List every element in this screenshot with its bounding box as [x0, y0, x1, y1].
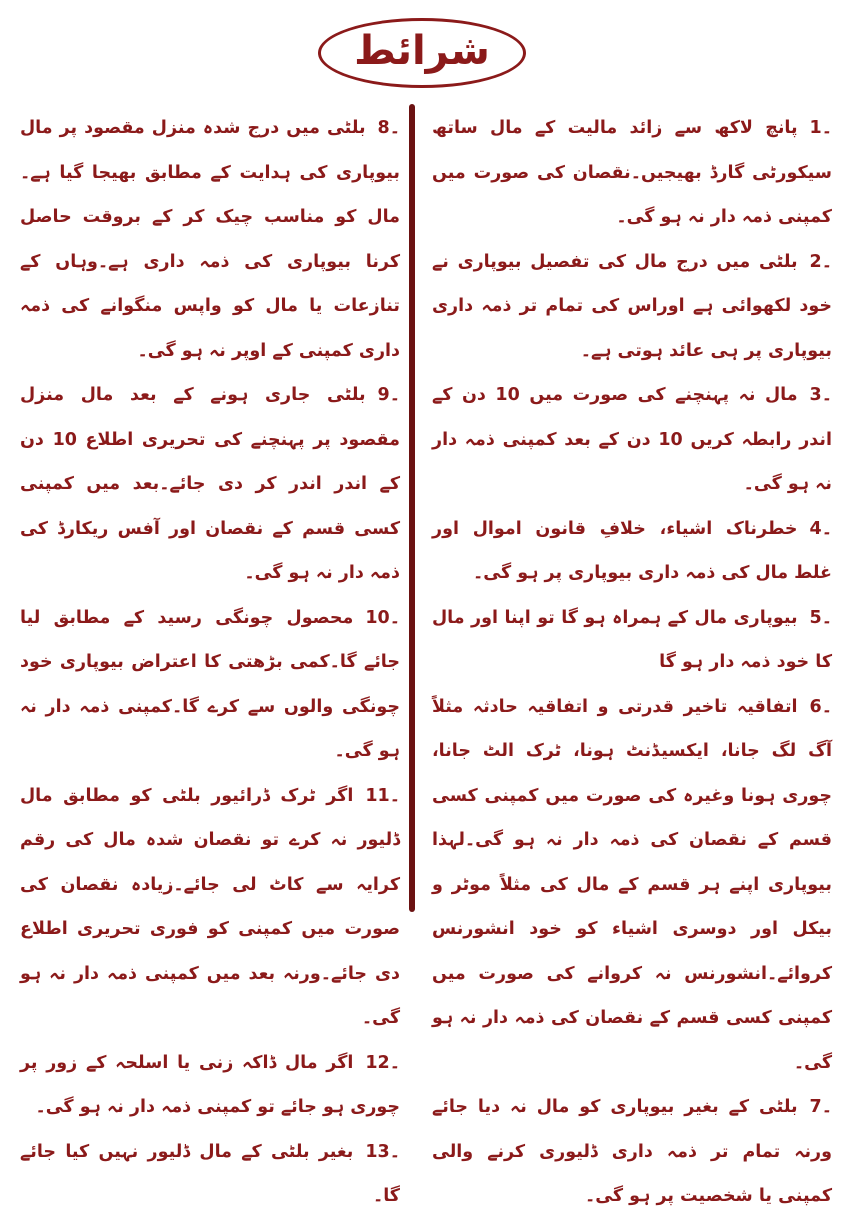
term-number: 12۔: [365, 1052, 400, 1073]
term-number: 13۔: [365, 1141, 400, 1162]
term-text: بلٹی کے بغیر بیوپاری کو مال نہ دیا جائے ورنہ تمام تر ذمہ داری ڈلیوری کرنے والی کمپنی یا شخصیت پر ہو گی۔: [432, 1097, 832, 1206]
term-text: بلٹی میں درج شدہ منزل مقصود پر مال بیوپاری کی ہدایت کے مطابق بھیجا گیا ہے۔مال کو مناسب چیک کر کے بروقت حاصل کرنا بیوپاری کی ذمہ داری ہے۔وہاں کے تنازعات یا مال کو واپس منگوانے کی ذمہ داری کمپنی کے اوپر نہ ہو گی۔: [20, 118, 400, 361]
term-item: [432, 596, 832, 685]
term-item: [20, 596, 400, 774]
term-number: 4۔: [809, 518, 832, 539]
term-item: [20, 1130, 400, 1219]
term-text: اگر مال ڈاکہ زنی یا اسلحہ کے زور پر چوری ہو جائے تو کمپنی ذمہ دار نہ ہو گی۔: [20, 1052, 400, 1117]
page-title: شرائط: [354, 28, 490, 74]
term-number: 1۔: [809, 118, 832, 138]
term-item: [20, 373, 400, 596]
term-text: پانچ لاکھ سے زائد مالیت کے مال ساتھ سیکورٹی گارڈ بھیجیں۔نقصان کی صورت میں کمپنی ذمہ دار نہ ہو گی۔: [432, 118, 832, 227]
term-item: [432, 685, 832, 1086]
term-text: بغیر بلٹی کے مال ڈلیور نہیں کیا جائے گا۔: [20, 1141, 400, 1206]
term-number: 5۔: [809, 607, 832, 628]
term-text: بلٹی جاری ہونے کے بعد مال منزل مقصود پر پہنچنے کی تحریری اطلاع 10 دن کے اندر اندر کر دی جائے۔بعد میں کمپنی کسی قسم کے نقصان اور آفس ریکارڈ کی ذمہ دار نہ ہو گی۔: [20, 385, 400, 583]
term-number: 7۔: [809, 1097, 832, 1117]
term-text: مال نہ پہنچنے کی صورت میں 10 دن کے اندر رابطہ کریں 10 دن کے بعد کمپنی ذمہ دار نہ ہو گی۔: [432, 385, 832, 494]
title-oval: [318, 18, 526, 88]
term-number: 8۔: [377, 118, 400, 138]
term-item: [20, 106, 400, 373]
term-item: [432, 106, 832, 240]
term-item: [20, 1041, 400, 1130]
terms-column-right: [432, 106, 832, 1219]
term-item: [432, 373, 832, 507]
term-number: 6۔: [809, 696, 832, 717]
term-number: 9۔: [377, 385, 400, 405]
term-number: 2۔: [809, 251, 832, 272]
terms-column-left: [20, 106, 400, 1219]
column-divider: [409, 104, 415, 912]
term-item: [20, 774, 400, 1041]
term-number: 11۔: [365, 785, 400, 806]
term-text: بلٹی میں درج مال کی تفصیل بیوپاری نے خود لکھوائی ہے اوراس کی تمام تر ذمہ داری بیوپاری پر ہی عائد ہوتی ہے۔: [432, 251, 832, 361]
term-item: [432, 240, 832, 374]
term-number: 3۔: [809, 385, 832, 405]
term-text: اتفاقیہ تاخیر قدرتی و اتفاقیہ حادثہ مثلاً آگ لگ جانا، ایکسیڈنٹ ہونا، ٹرک الٹ جانا، چوری ہونا وغیرہ کی صورت میں کمپنی کسی قسم کے نقصان کی ذمہ دار نہ ہو گی۔لہذا بیوپاری اپنے ہر قسم کے مال کی مثلاً موٹر و بیکل اور دوسری اشیاء کو خود انشورنس کروائے۔انشورنس نہ کروانے کی صورت میں کمپنی کسی قسم کے نقصان کی ذمہ دار نہ ہو گی۔: [432, 696, 832, 1073]
term-text: اگر ٹرک ڈرائیور بلٹی کو مطابق مال ڈلیور نہ کرے تو نقصان شدہ مال کی رقم کرایہ سے کاٹ لی جائے۔زیادہ نقصان کی صورت میں کمپنی کو فوری تحریری اطلاع دی جائے۔ورنہ بعد میں کمپنی ذمہ دار نہ ہو گی۔: [20, 785, 400, 1028]
term-text: محصول چونگی رسید کے مطابق لیا جائے گا۔کمی بڑھتی کا اعتراض بیوپاری خود چونگی والوں سے کرے گا۔کمپنی ذمہ دار نہ ہو گی۔: [20, 607, 400, 761]
term-item: [432, 507, 832, 596]
term-text: خطرناک اشیاء، خلافِ قانون اموال اور غلط مال کی ذمہ داری بیوپاری پر ہو گی۔: [432, 518, 832, 583]
term-number: 10۔: [365, 607, 400, 628]
term-item: [432, 1085, 832, 1219]
term-text: بیوپاری مال کے ہمراہ ہو گا تو اپنا اور مال کا خود ذمہ دار ہو گا: [432, 607, 832, 672]
